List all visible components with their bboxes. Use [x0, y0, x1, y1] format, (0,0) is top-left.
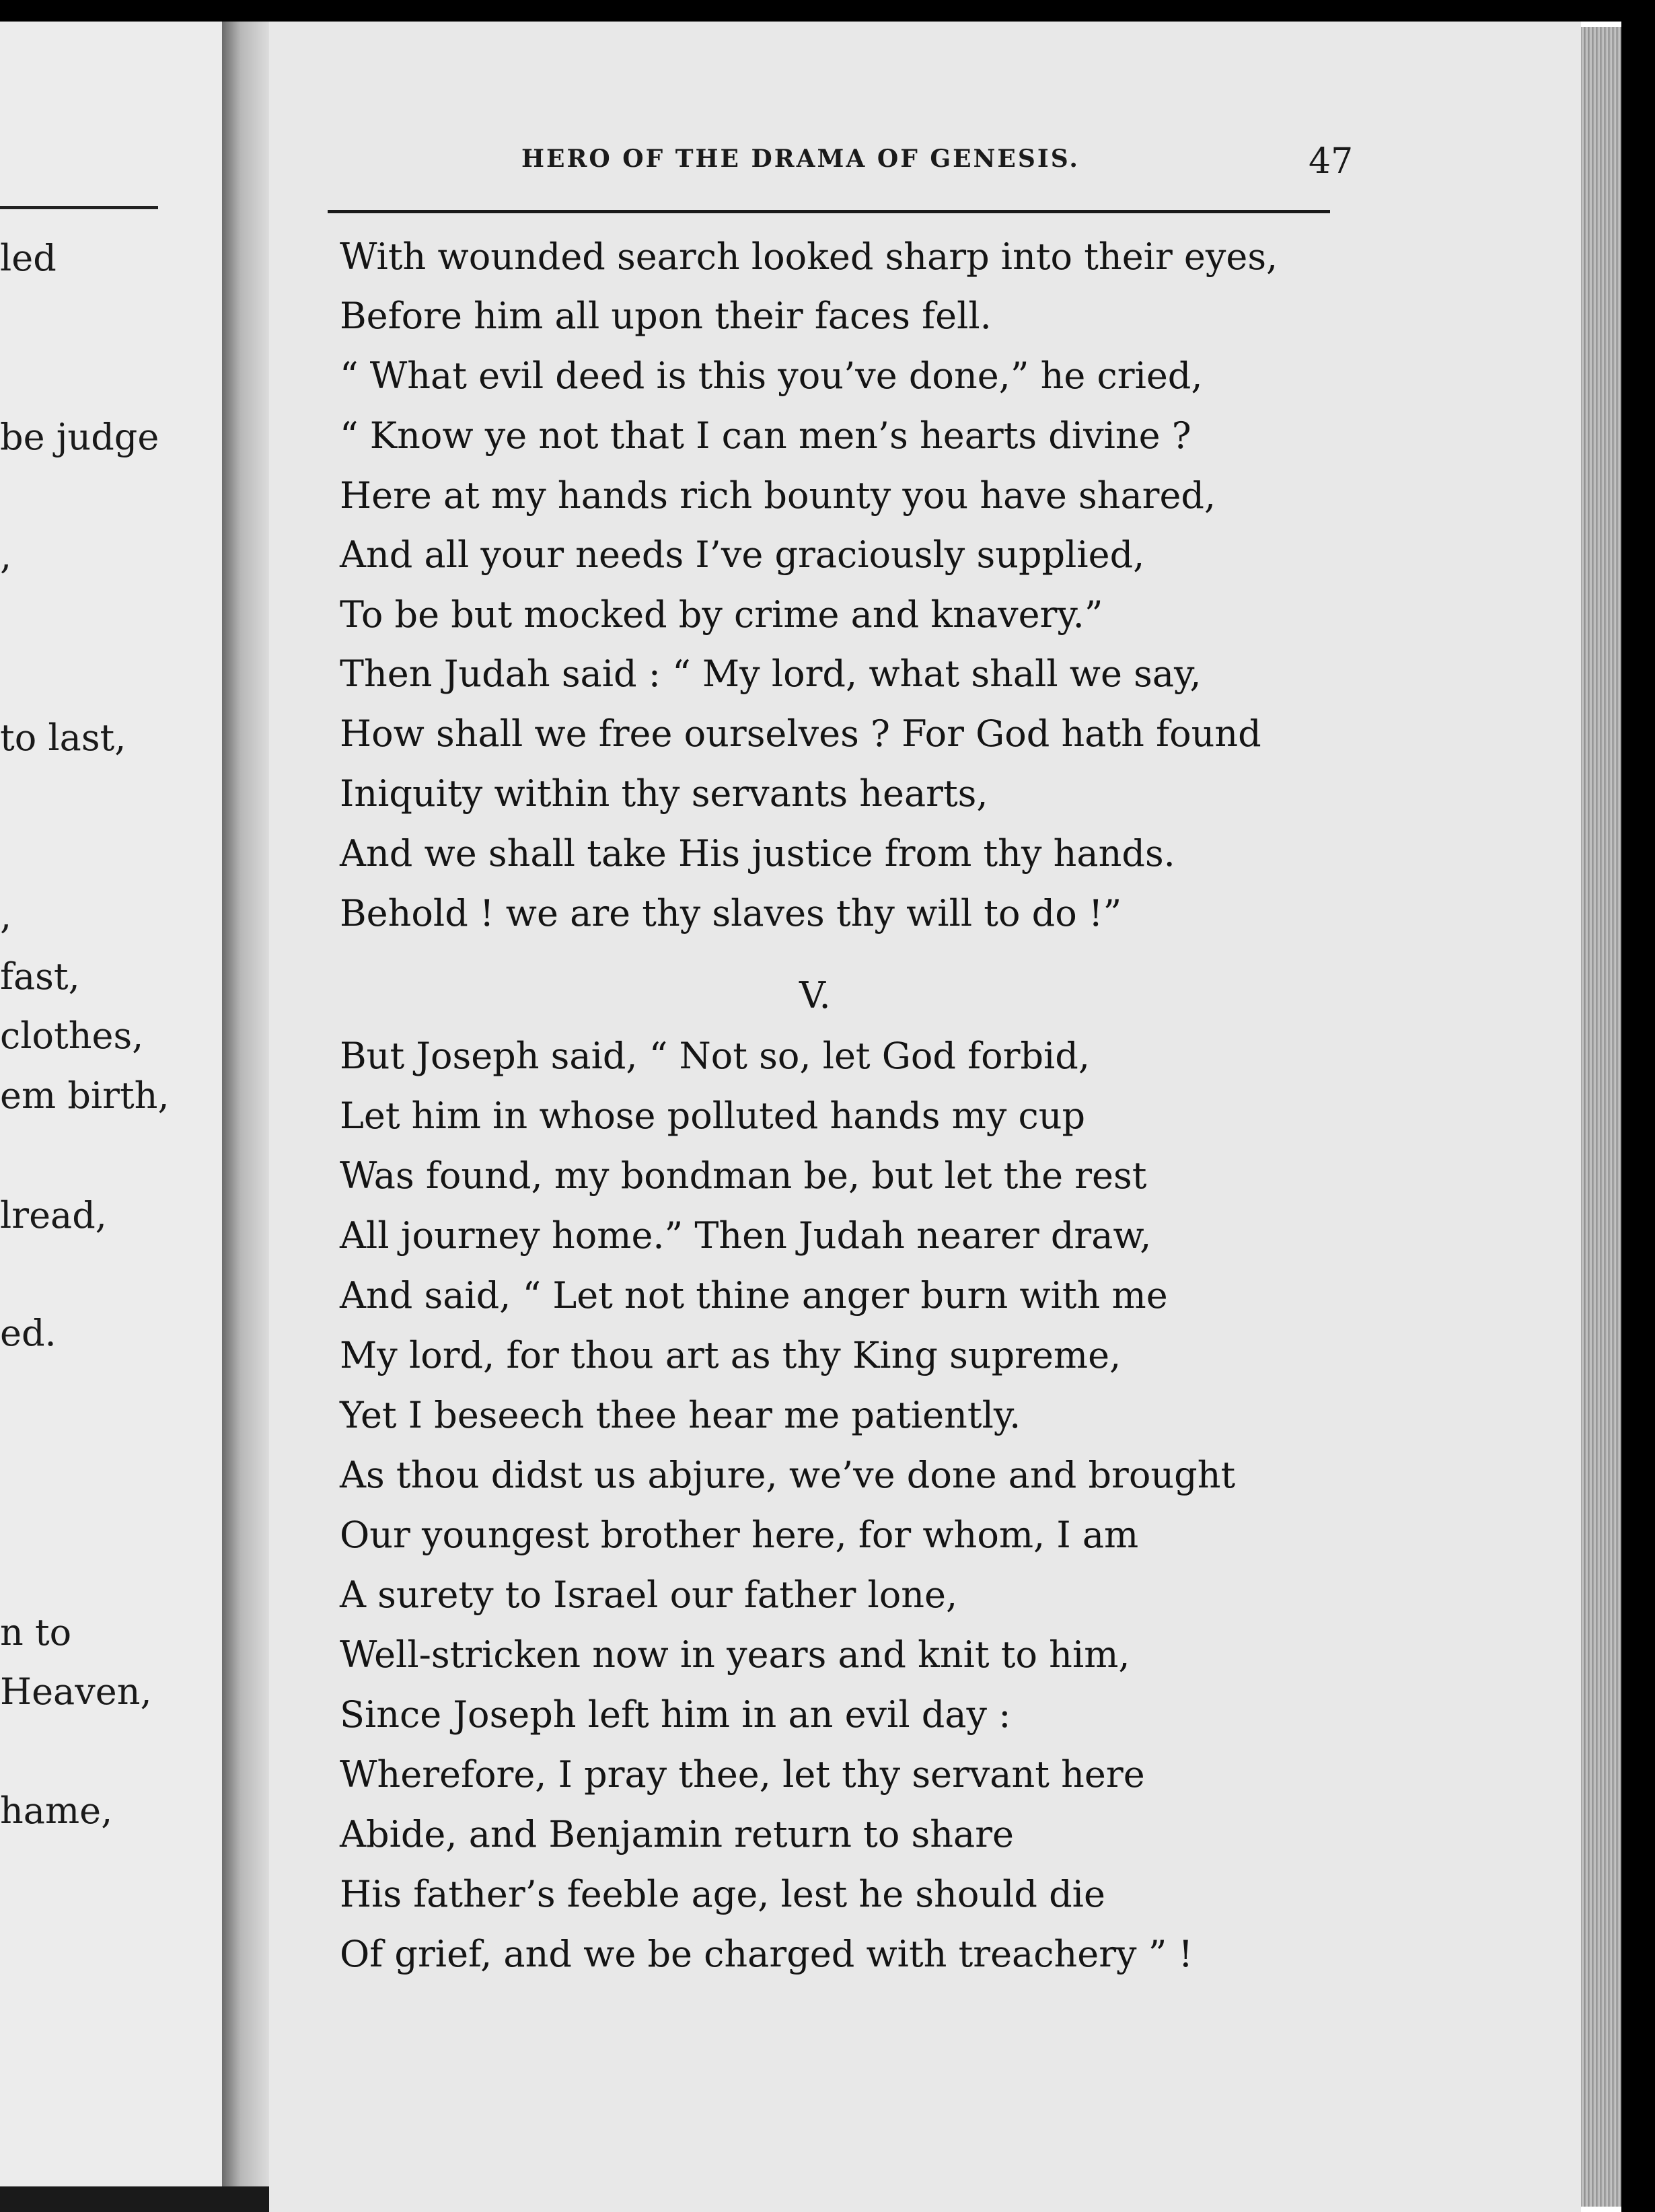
- verse-line: Was found, my bondman be, but let the rest: [340, 1154, 1147, 1197]
- verse-line: His father’s feeble age, lest he should die: [340, 1873, 1105, 1915]
- section-number: V.: [799, 974, 831, 1017]
- verse-line: My lord, for thou art as thy King supreme,: [340, 1334, 1121, 1376]
- verse-line: And all your needs I’ve graciously supplied,: [340, 533, 1145, 576]
- verse-line: With wounded search looked sharp into their eyes,: [340, 235, 1278, 278]
- book-gutter: [222, 22, 269, 2188]
- left-fragment: hame,: [0, 1790, 113, 1832]
- scan-border-top: [0, 0, 1655, 22]
- left-fragment: led: [0, 237, 57, 279]
- verse-line: Abide, and Benjamin return to share: [340, 1813, 1015, 1855]
- left-page-rule: [0, 206, 158, 209]
- left-fragment: em birth,: [0, 1074, 170, 1117]
- facing-page-left: [0, 22, 222, 2212]
- header-rule: [328, 210, 1330, 213]
- verse-line: Our youngest brother here, for whom, I am: [340, 1514, 1139, 1556]
- verse-line: A surety to Israel our father lone,: [340, 1574, 958, 1616]
- left-fragment: ed.: [0, 1312, 57, 1354]
- verse-line: Before him all upon their faces fell.: [340, 295, 992, 337]
- verse-line: As thou didst us abjure, we’ve done and brought: [340, 1454, 1236, 1496]
- verse-line: “ What evil deed is this you’ve done,” he cried,: [340, 355, 1203, 397]
- left-fragment: ,: [0, 895, 12, 937]
- verse-line: All journey home.” Then Judah nearer draw,: [340, 1214, 1152, 1257]
- verse-line: Well-stricken now in years and knit to him,: [340, 1633, 1130, 1676]
- page-number: 47: [1309, 141, 1354, 182]
- verse-line: How shall we free ourselves ? For God hath found: [340, 712, 1261, 755]
- left-fragment: n to: [0, 1611, 72, 1654]
- left-fragment: Heaven,: [0, 1670, 152, 1713]
- page-edges: [1581, 27, 1621, 2207]
- left-fragment: clothes,: [0, 1015, 144, 1057]
- verse-line: Wherefore, I pray thee, let thy servant here: [340, 1753, 1145, 1796]
- left-fragment: lread,: [0, 1194, 107, 1237]
- verse-line: Since Joseph left him in an evil day :: [340, 1693, 1011, 1736]
- left-fragment: ,: [0, 535, 12, 577]
- verse-line: But Joseph said, “ Not so, let God forbid,: [340, 1035, 1091, 1077]
- left-fragment: fast,: [0, 955, 80, 998]
- scan-border-bottom: [0, 2186, 269, 2212]
- verse-line: Of grief, and we be charged with treachery ” !: [340, 1933, 1193, 1975]
- verse-line: Behold ! we are thy slaves thy will to do !”: [340, 892, 1122, 934]
- verse-line: Yet I beseech thee hear me patiently.: [340, 1394, 1021, 1436]
- left-fragment: be judge: [0, 416, 159, 458]
- scan-border-right: [1621, 0, 1655, 2212]
- verse-line: To be but mocked by crime and knavery.”: [340, 593, 1103, 636]
- verse-line: And said, “ Let not thine anger burn with me: [340, 1274, 1168, 1317]
- running-head: HERO OF THE DRAMA OF GENESIS.: [521, 145, 1080, 173]
- verse-line: “ Know ye not that I can men’s hearts divine ?: [340, 414, 1191, 457]
- verse-line: Here at my hands rich bounty you have shared,: [340, 474, 1216, 517]
- left-fragment: to last,: [0, 716, 126, 759]
- verse-line: Iniquity within thy servants hearts,: [340, 772, 988, 815]
- verse-line: And we shall take His justice from thy hands.: [340, 832, 1175, 875]
- verse-line: Let him in whose polluted hands my cup: [340, 1095, 1086, 1137]
- verse-line: Then Judah said : “ My lord, what shall we say,: [340, 653, 1202, 695]
